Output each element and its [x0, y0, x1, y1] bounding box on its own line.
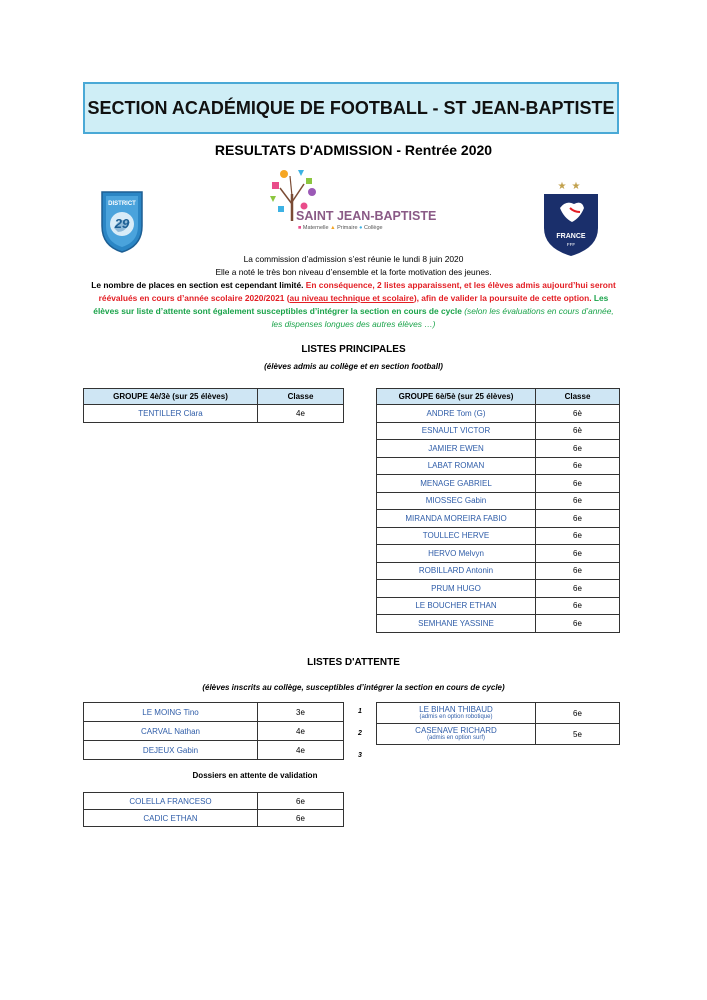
table-row: [84, 703, 344, 722]
student-class: 6e: [258, 810, 344, 827]
group-4e3e-header: GROUPE 4è/3è (sur 25 élèves): [84, 389, 258, 405]
waiting-lists-subtitle: (élèves inscrits au collège, susceptibles d’intégrer la section en cours de cycle): [202, 683, 505, 692]
student-name: TENTILLER Clara: [84, 405, 258, 423]
student-name: ROBILLARD Antonin: [377, 562, 536, 580]
fff-country: FRANCE: [556, 233, 586, 240]
intro-line-2: Elle a noté le très bon niveau d’ensemble et la forte motivation des jeunes.: [215, 267, 492, 277]
student-class: 6e: [536, 580, 620, 598]
student-name: PRUM HUGO: [377, 580, 536, 598]
pending-title: Dossiers en attente de validation: [192, 771, 318, 780]
intro-green-2: élèves sur liste d’attente sont également susceptibles d’intégrer la section en cours de cycle: [93, 306, 462, 316]
student-class: 6e: [536, 597, 620, 615]
fff-logo: [540, 178, 602, 258]
school-level-1: Maternelle: [302, 225, 329, 231]
table-row: [377, 545, 620, 563]
student-name: HERVO Melvyn: [377, 545, 536, 563]
table-row: [84, 810, 344, 827]
group-6e5e-header: GROUPE 6è/5è (sur 25 élèves): [377, 389, 536, 405]
star-icon: ★: [571, 181, 581, 192]
student-class: 6e: [536, 527, 620, 545]
waiting-right-table: [376, 702, 620, 745]
rank-number: 3: [358, 752, 362, 759]
waiting-left-table: [83, 702, 344, 760]
district-logo: [100, 188, 144, 254]
student-class: 6e: [258, 793, 344, 810]
student-name: MIRANDA MOREIRA FABIO: [377, 510, 536, 528]
student-name: MIOSSEC Gabin: [377, 492, 536, 510]
page-title: SECTION ACADÉMIQUE DE FOOTBALL - ST JEAN-BAPTISTE: [87, 97, 615, 118]
student-class: 4e: [258, 405, 344, 423]
table-row: [377, 405, 620, 423]
table-row: [84, 405, 344, 423]
table-row: [84, 741, 344, 760]
school-level-3: Collège: [363, 225, 383, 231]
student-name: CASENAVE RICHARD: [415, 726, 497, 735]
table-row: [377, 492, 620, 510]
table-row: [377, 724, 620, 745]
fff-initials: FFF: [566, 242, 576, 247]
student-name: TOULLEC HERVE: [377, 527, 536, 545]
student-class: 3e: [258, 703, 344, 722]
table-row: [84, 722, 344, 741]
group-6e5e-class-header: Classe: [536, 389, 620, 405]
intro-green-1: Les: [591, 293, 609, 303]
intro-paragraph-line-4: [60, 318, 647, 330]
pending-table: [83, 792, 344, 827]
student-class: 6è: [536, 422, 620, 440]
intro-italic-1: (selon les évaluations en cours d’année,: [461, 306, 614, 316]
table-row: [377, 440, 620, 458]
page-subtitle: RESULTATS D'ADMISSION - Rentrée 2020: [214, 142, 493, 158]
intro-red-1: En conséquence, 2 listes apparaissent, et les élèves admis aujourd’hui seront: [303, 280, 616, 290]
student-note: (admis en option surf): [426, 735, 486, 741]
student-name: CARVAL Nathan: [84, 722, 258, 741]
school-logo: [262, 166, 437, 238]
student-name: CADIC ETHAN: [84, 810, 258, 827]
main-lists-subtitle: (élèves admis au collège et en section football): [264, 362, 443, 371]
group-4e3e-class-header: Classe: [258, 389, 344, 405]
student-class: 6e: [536, 510, 620, 528]
table-row: [377, 703, 620, 724]
student-name: ANDRE Tom (G): [377, 405, 536, 423]
intro-red-2a: réévalués en cours d’année scolaire 2020/2021 (: [98, 293, 290, 303]
student-class: 6e: [536, 440, 620, 458]
table-row: [377, 562, 620, 580]
table-row: [377, 475, 620, 493]
table-row: [377, 422, 620, 440]
student-name: LE BIHAN THIBAUD: [419, 705, 493, 714]
school-level-2: Primaire: [337, 225, 358, 231]
table-row: [377, 615, 620, 633]
student-name: LE BOUCHER ETHAN: [377, 597, 536, 615]
star-icon: ★: [557, 181, 567, 192]
table-row: [84, 793, 344, 810]
student-class: 6e: [536, 615, 620, 633]
group-4e3e-table: [83, 388, 344, 423]
student-name: MENAGE GABRIEL: [377, 475, 536, 493]
student-name: LE MOING Tino: [84, 703, 258, 722]
student-class: 6e: [536, 457, 620, 475]
student-class: 5e: [536, 724, 620, 745]
student-name: ESNAULT VICTOR: [377, 422, 536, 440]
district-label: DISTRICT: [108, 201, 136, 207]
student-class: 6e: [536, 562, 620, 580]
rank-number: 2: [358, 730, 362, 737]
intro-line-1: La commission d’admission s’est réunie le lundi 8 juin 2020: [243, 254, 464, 264]
student-cell: [377, 724, 536, 745]
student-name: COLELLA FRANCESO: [84, 793, 258, 810]
student-name: SEMHANE YASSINE: [377, 615, 536, 633]
intro-paragraph-line-3: [60, 305, 647, 317]
intro-red-2b: ), afin de valider la poursuite de cette option.: [413, 293, 592, 303]
student-class: 4e: [258, 722, 344, 741]
student-class: 6e: [536, 492, 620, 510]
intro-paragraph-line-2: [60, 292, 647, 304]
intro-paragraph-line-1: [60, 279, 647, 291]
intro-italic-2: les dispenses longues des autres élèves …): [271, 319, 436, 329]
student-name: LABAT ROMAN: [377, 457, 536, 475]
rank-number: 1: [358, 708, 362, 715]
student-note: (admis en option robotique): [419, 714, 493, 720]
page-title-box: [83, 82, 619, 134]
student-cell: [377, 703, 536, 724]
table-row: [377, 510, 620, 528]
group-6e5e-table: [376, 388, 620, 633]
student-class: 6e: [536, 545, 620, 563]
intro-red-underlined: au niveau technique et scolaire: [289, 293, 414, 303]
table-row: [377, 457, 620, 475]
student-class: 6e: [536, 475, 620, 493]
student-class: 6e: [536, 703, 620, 724]
table-row: [377, 597, 620, 615]
intro-bold: Le nombre de places en section est cependant limité.: [91, 280, 304, 290]
table-row: [377, 580, 620, 598]
student-class: 4e: [258, 741, 344, 760]
table-row: [377, 527, 620, 545]
main-lists-title: LISTES PRINCIPALES: [301, 344, 406, 355]
district-number: 29: [114, 216, 130, 231]
waiting-lists-title: LISTES D'ATTENTE: [307, 657, 400, 668]
student-name: JAMIER EWEN: [377, 440, 536, 458]
school-name: SAINT JEAN-BAPTISTE: [296, 209, 437, 223]
student-class: 6è: [536, 405, 620, 423]
student-name: DEJEUX Gabin: [84, 741, 258, 760]
svg-text:■ Maternelle ▲ Primaire: ■ Maternelle ▲ Primaire ● Collège: [298, 225, 383, 231]
